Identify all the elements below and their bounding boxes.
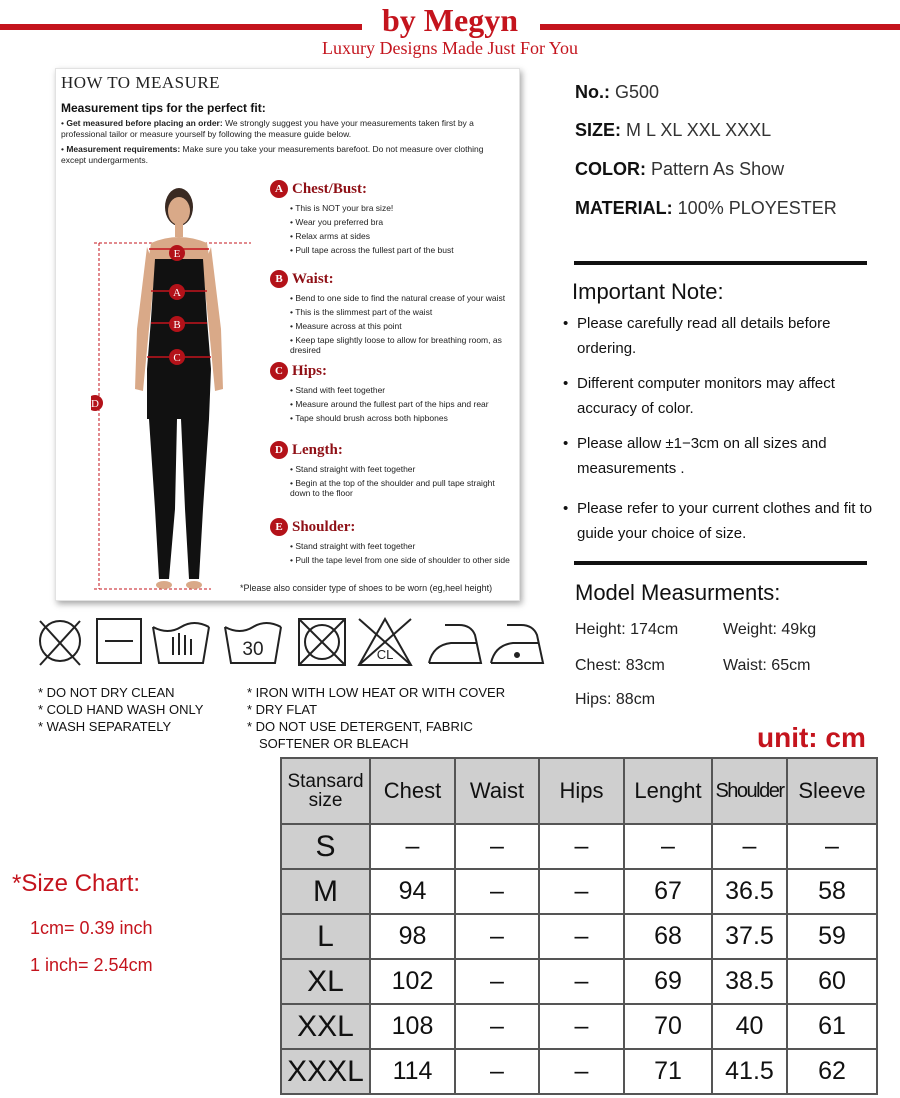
care-right-3b: SOFTENER OR BLEACH	[259, 736, 409, 751]
section-length	[270, 440, 515, 498]
table-cell: 98	[370, 914, 455, 959]
model-waist: Waist: 65cm	[723, 657, 811, 674]
waist-item: • Measure across at this point	[290, 321, 515, 331]
table-cell: –	[455, 869, 539, 914]
marker-c-label: C	[173, 352, 181, 364]
table-cell: –	[624, 824, 712, 869]
table-cell: 94	[370, 869, 455, 914]
table-cell: –	[539, 959, 624, 1004]
table-row	[281, 959, 877, 1004]
chest-item: • This is NOT your bra size!	[290, 203, 515, 213]
iron-icon	[429, 625, 481, 663]
table-cell: 58	[787, 869, 877, 914]
table-cell: 40	[712, 1004, 787, 1049]
model-measurements-title: Model Measurments:	[575, 580, 781, 605]
table-cell: M	[281, 869, 370, 914]
hips-item: • Measure around the fullest part of the hips and rear	[290, 399, 515, 409]
chest-item: • Wear you preferred bra	[290, 217, 515, 227]
note-item: • Please carefully read all details before ordering.	[563, 315, 831, 357]
product-material: MATERIAL: 100% PLOYESTER	[575, 198, 837, 218]
wash-temp-label: 30	[242, 639, 264, 660]
table-cell: –	[370, 824, 455, 869]
table-cell: 68	[624, 914, 712, 959]
table-cell: –	[539, 1049, 624, 1094]
section-waist-title: Waist:	[292, 270, 334, 287]
table-row	[281, 1049, 877, 1094]
table-cell: XXXL	[281, 1049, 370, 1094]
table-cell: 38.5	[712, 959, 787, 1004]
care-right-2: * DRY FLAT	[247, 702, 318, 717]
col-header: Lenght	[624, 758, 712, 824]
letter-a-icon: A	[270, 180, 288, 198]
no-dry-clean-icon	[40, 621, 80, 665]
table-cell: 114	[370, 1049, 455, 1094]
table-header-row	[281, 758, 877, 824]
table-cell: XL	[281, 959, 370, 1004]
table-cell: 70	[624, 1004, 712, 1049]
col-header: Stansard size	[281, 758, 370, 824]
col-header: Waist	[455, 758, 539, 824]
tips-title: Measurement tips for the perfect fit:	[61, 101, 266, 115]
table-cell: 62	[787, 1049, 877, 1094]
table-cell: –	[787, 824, 877, 869]
table-cell: 61	[787, 1004, 877, 1049]
no-chlorine-bleach-icon	[359, 619, 411, 665]
iron-low-icon	[491, 625, 543, 663]
care-left-3: * WASH SEPARATELY	[38, 719, 172, 734]
section-chest-title: Chest/Bust:	[292, 180, 368, 197]
model-height: Height: 174cm	[575, 621, 679, 638]
care-right-3: * DO NOT USE DETERGENT, FABRIC	[247, 719, 473, 734]
table-cell: –	[712, 824, 787, 869]
table-cell: 71	[624, 1049, 712, 1094]
unit-label: unit: cm	[757, 722, 866, 753]
care-left-1: * DO NOT DRY CLEAN	[38, 685, 175, 700]
table-cell: 60	[787, 959, 877, 1004]
waist-item: • Keep tape slightly loose to allow for breathing room, as dresired	[290, 335, 515, 355]
no-tumble-dry-icon	[299, 619, 345, 665]
wash-30-icon	[225, 623, 281, 663]
table-cell: 41.5	[712, 1049, 787, 1094]
letter-b-icon: B	[270, 270, 288, 288]
col-header: Hips	[539, 758, 624, 824]
table-cell: –	[539, 869, 624, 914]
section-shoulder	[270, 517, 515, 565]
model-hips: Hips: 88cm	[575, 691, 656, 708]
col-header: Chest	[370, 758, 455, 824]
care-icons-row	[35, 615, 545, 670]
col-header: Shoulder	[712, 758, 787, 824]
care-left-2: * COLD HAND WASH ONLY	[38, 702, 204, 717]
model-chest: Chest: 83cm	[575, 657, 665, 674]
section-length-title: Length:	[292, 441, 343, 458]
marker-d-label: D	[91, 398, 99, 410]
table-cell: –	[539, 914, 624, 959]
section-shoulder-title: Shoulder:	[292, 518, 356, 535]
letter-d-icon: D	[270, 441, 288, 459]
table-cell: –	[539, 1004, 624, 1049]
table-cell: –	[455, 1004, 539, 1049]
hand-wash-icon	[153, 623, 209, 663]
marker-b-label: B	[173, 319, 181, 331]
table-cell: L	[281, 914, 370, 959]
letter-c-icon: C	[270, 362, 288, 380]
table-cell: –	[455, 1049, 539, 1094]
shoulder-item: • Stand straight with feet together	[290, 541, 515, 551]
care-right-1: * IRON WITH LOW HEAT OR WITH COVER	[247, 685, 506, 700]
size-chart-title: *Size Chart:	[12, 870, 141, 897]
section-waist	[270, 269, 515, 355]
tip-2: • Measurement requirements: Make sure you take your measurements barefoot. Do not measure over clothing except undergarments.	[61, 144, 484, 165]
marker-a-label: A	[173, 287, 181, 299]
product-size: SIZE: M L XL XXL XXXL	[575, 120, 772, 140]
table-row	[281, 824, 877, 869]
conversion-cm: 1cm= 0.39 inch	[30, 918, 153, 938]
table-cell: 67	[624, 869, 712, 914]
tagline: Luxury Designs Made Just For You	[321, 38, 579, 58]
table-cell: –	[455, 914, 539, 959]
length-item: • Begin at the top of the shoulder and pull tape straight down to the floor	[290, 478, 515, 498]
section-hips-title: Hips:	[292, 362, 328, 379]
conversion-inch: 1 inch= 2.54cm	[30, 955, 153, 975]
size-chart-table	[280, 757, 878, 1095]
table-row	[281, 869, 877, 914]
section-chest	[270, 179, 515, 255]
table-cell: 37.5	[712, 914, 787, 959]
col-header: Sleeve	[787, 758, 877, 824]
table-cell: XXL	[281, 1004, 370, 1049]
important-note-title: Important Note:	[572, 279, 724, 304]
hips-item: • Stand with feet together	[290, 385, 515, 395]
section-hips	[270, 361, 515, 423]
bleach-label: CL	[376, 647, 394, 662]
card-title: HOW TO MEASURE	[61, 73, 221, 92]
letter-e-icon: E	[270, 518, 288, 536]
dry-flat-icon	[97, 619, 141, 663]
how-to-measure-card	[55, 68, 520, 601]
shoe-note: *Please also consider type of shoes to be worn (eg,heel height)	[240, 583, 493, 593]
hips-item: • Tape should brush across both hipbones	[290, 413, 515, 423]
divider	[574, 561, 867, 565]
table-cell: –	[539, 824, 624, 869]
note-item: • Please refer to your current clothes and fit to guide your choice of size.	[563, 500, 873, 542]
table-cell: 69	[624, 959, 712, 1004]
brand-logo: by Megyn	[382, 2, 518, 38]
table-cell: 36.5	[712, 869, 787, 914]
product-number: No.: G500	[575, 82, 660, 102]
table-row	[281, 914, 877, 959]
note-item: • Please allow ±1−3cm on all sizes and measurements .	[563, 435, 827, 477]
model-weight: Weight: 49kg	[723, 621, 817, 638]
waist-item: • Bend to one side to find the natural crease of your waist	[290, 293, 515, 303]
table-cell: –	[455, 959, 539, 1004]
note-item: • Different computer monitors may affect accuracy of color.	[563, 375, 835, 417]
product-color: COLOR: Pattern As Show	[575, 159, 785, 179]
table-cell: 59	[787, 914, 877, 959]
tip-1: • Get measured before placing an order: We strongly suggest you have your measurements taken first by a professional tailor or measure yourself by following the measure guide below.	[61, 118, 474, 139]
length-item: • Stand straight with feet together	[290, 464, 515, 474]
table-cell: 108	[370, 1004, 455, 1049]
shoulder-item: • Pull the tape level from one side of shoulder to other side	[290, 555, 515, 565]
table-cell: 102	[370, 959, 455, 1004]
table-row	[281, 1004, 877, 1049]
divider	[574, 261, 867, 265]
table-cell: S	[281, 824, 370, 869]
waist-item: • This is the slimmest part of the waist	[290, 307, 515, 317]
chest-item: • Pull tape across the fullest part of the bust	[290, 245, 515, 255]
marker-e-label: E	[173, 248, 181, 260]
model-figure-illustration	[91, 179, 291, 599]
table-cell: –	[455, 824, 539, 869]
chest-item: • Relax arms at sides	[290, 231, 515, 241]
